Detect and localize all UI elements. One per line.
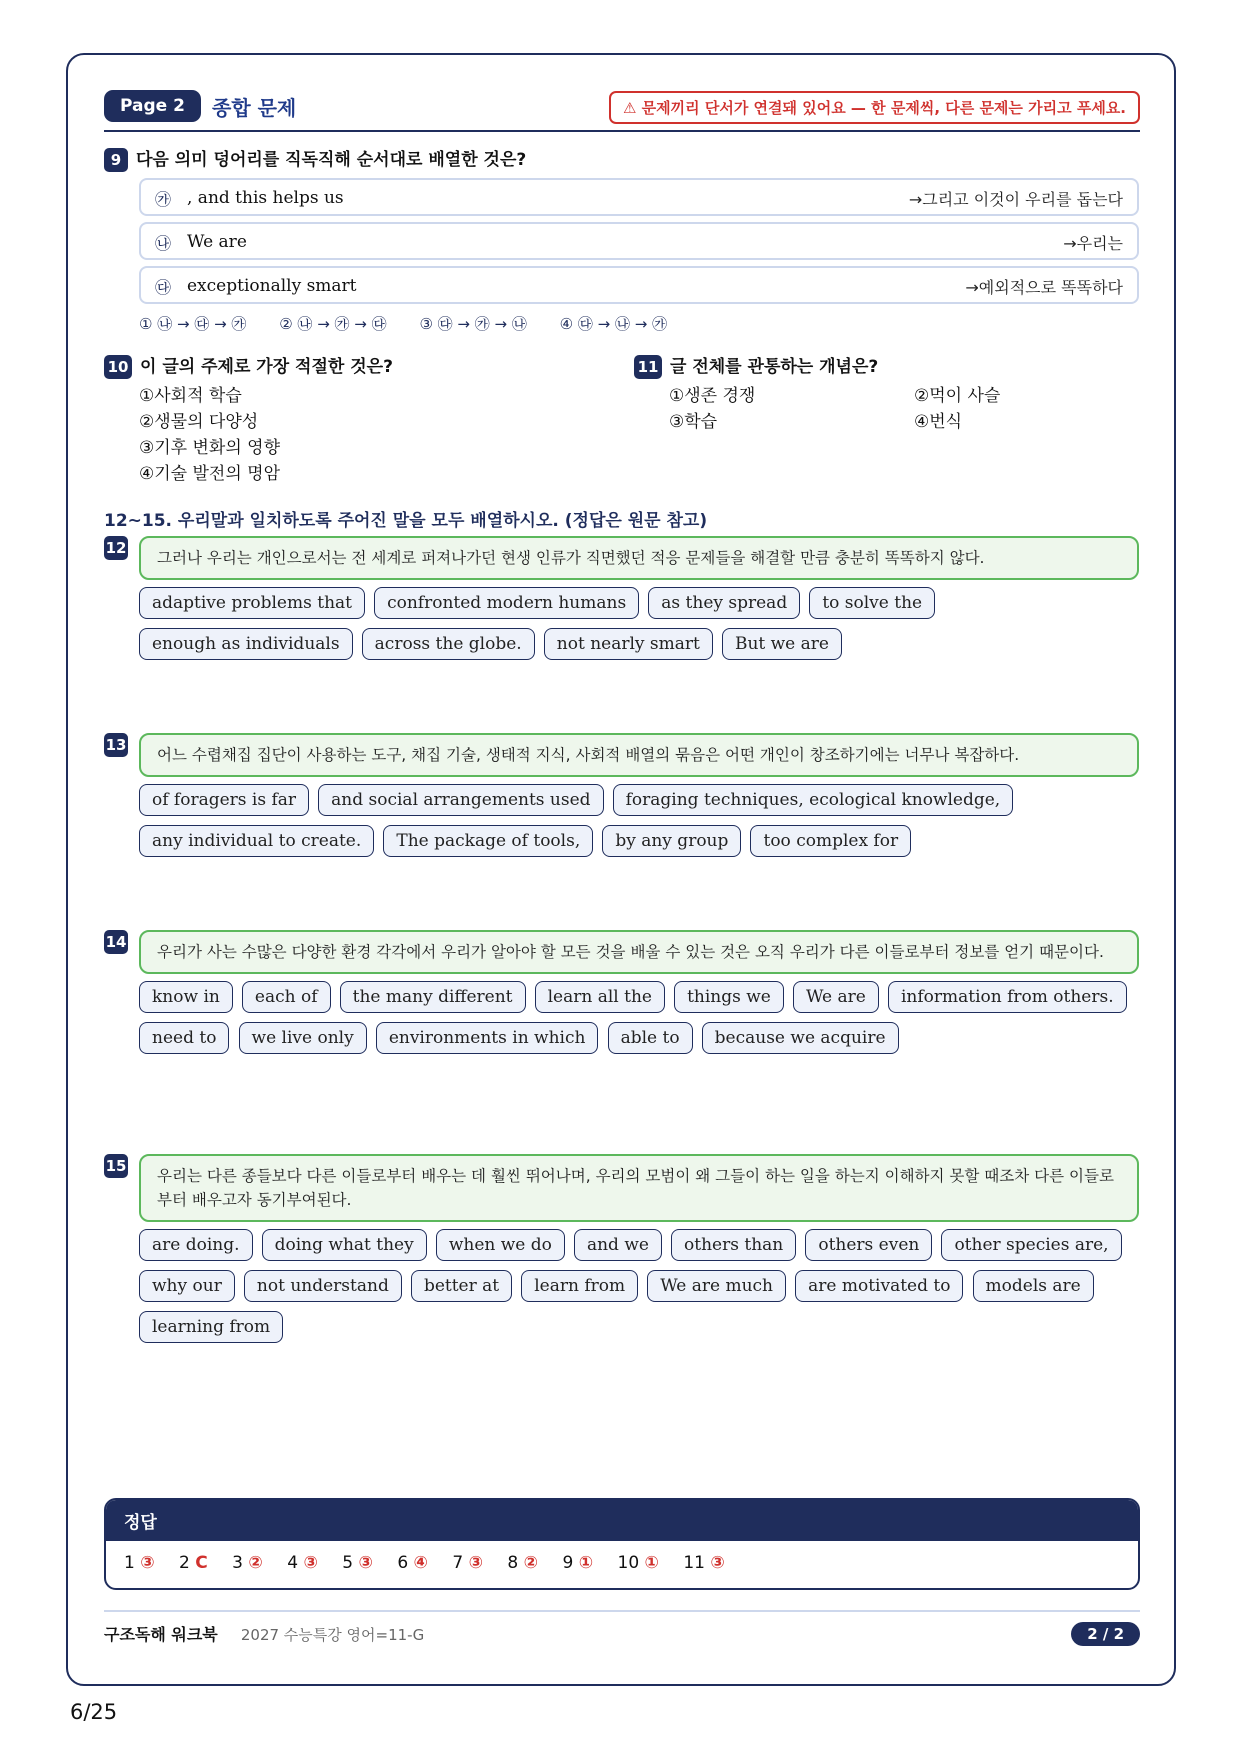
word-chip[interactable]: others even [805,1229,932,1261]
word-chip[interactable]: are doing. [139,1229,253,1261]
document-page-count: 6/25 [70,1700,118,1724]
word-chip[interactable]: each of [242,981,331,1013]
worksheet-page [104,90,1140,1644]
answer-item: 3 ② [232,1553,263,1573]
option[interactable]: ③ ㉰ → ㉮ → ㉯ [419,315,527,333]
answer-key-title: 정답 [106,1500,1138,1541]
word-chip[interactable]: and social arrangements used [318,784,603,816]
word-chip[interactable]: across the globe. [362,628,535,660]
options-grid [669,383,1134,435]
word-chips [139,587,1139,669]
word-chip[interactable]: learn all the [535,981,665,1013]
word-chip[interactable]: any individual to create. [139,825,374,857]
option[interactable]: ①사회적 학습 [139,386,242,406]
option[interactable]: ②먹이 사슬 [914,386,1001,406]
question-number: 12 [104,536,128,560]
option[interactable]: ②생물의 다양성 [139,412,259,432]
page-header [104,90,1140,132]
question-number: 11 [634,355,662,379]
answer-item: 10 ① [617,1553,659,1573]
question-9 [104,145,1140,334]
chunk-mark: ㉰ [155,278,172,297]
answer-list [106,1541,1138,1585]
word-chip[interactable]: as they spread [648,587,800,619]
question-number: 15 [104,1154,128,1178]
word-chips [139,1229,1139,1352]
word-chip[interactable]: But we are [722,628,842,660]
chunk-english: We are [187,232,247,252]
chunk-row [139,222,1139,260]
word-chip[interactable]: we live only [239,1022,367,1054]
answer-key [104,1498,1140,1590]
warning-banner: ⚠ 문제끼리 단서가 연결돼 있어요 — 한 문제씩, 다른 문제는 가리고 푸세요. [609,91,1140,124]
word-chip[interactable]: the many different [340,981,526,1013]
word-chip[interactable]: confronted modern humans [374,587,639,619]
korean-sentence: 우리가 사는 수많은 다양한 환경 각각에서 우리가 알아야 할 모든 것을 배울 수 있는 것은 오직 우리가 다른 이들로부터 정보를 얻기 때문이다. [139,930,1139,974]
footer-subtitle: 2027 수능특강 영어=11-G [240,1626,425,1644]
chunk-korean: →우리는 [1063,234,1123,253]
option[interactable]: ② ㉯ → ㉮ → ㉰ [279,315,387,333]
word-chip[interactable]: not nearly smart [544,628,713,660]
answer-item: 7 ③ [452,1553,483,1573]
korean-sentence: 그러나 우리는 개인으로서는 전 세계로 퍼져나가던 현생 인류가 직면했던 적응 문제들을 해결할 만큼 충분히 똑똑하지 않다. [139,536,1139,580]
question-15 [104,1154,1140,1352]
option[interactable]: ④번식 [914,412,963,432]
word-chip[interactable]: able to [608,1022,693,1054]
word-chip[interactable]: models are [973,1270,1094,1302]
footer-brand: 구조독해 워크북 [104,1625,218,1644]
word-chip[interactable]: enough as individuals [139,628,353,660]
answer-item: 11 ③ [683,1553,725,1573]
chunk-english: exceptionally smart [187,276,357,296]
footer-page-number: 2 / 2 [1071,1622,1140,1646]
question-number: 10 [104,355,132,379]
chunk-korean: →예외적으로 똑똑하다 [965,278,1123,297]
answer-item: 9 ① [562,1553,594,1573]
word-chip[interactable]: We are [793,981,879,1013]
question-11 [634,352,1134,435]
option[interactable]: ③기후 변화의 영향 [139,438,281,458]
word-chip[interactable]: We are much [647,1270,786,1302]
word-chip[interactable]: others than [671,1229,796,1261]
answer-options [139,313,1140,334]
section-title: 종합 문제 [212,96,297,120]
option[interactable]: ①생존 경쟁 [669,386,756,406]
chunk-korean: →그리고 이것이 우리를 돕는다 [908,190,1123,209]
word-chip[interactable]: need to [139,1022,229,1054]
answer-item: 4 ③ [287,1553,318,1573]
word-chip[interactable]: information from others. [888,981,1127,1013]
word-chips [139,981,1139,1063]
option[interactable]: ④기술 발전의 명암 [139,464,281,484]
arrange-instruction: 12~15. 우리말과 일치하도록 주어진 말을 모두 배열하시오. (정답은 원문 참고) [104,511,708,531]
word-chip[interactable]: to solve the [809,587,935,619]
word-chip[interactable]: when we do [436,1229,565,1261]
question-12 [104,536,1140,669]
korean-sentence: 우리는 다른 종들보다 다른 이들로부터 배우는 데 훨씬 뛰어나며, 우리의 모범이 왜 그들이 하는 일을 하는지 이해하지 못할 때조차 다른 이들로부터 배우고자 동기부여된다. [139,1154,1139,1222]
word-chip[interactable]: by any group [602,825,741,857]
chunk-mark: ㉯ [155,234,172,253]
word-chip[interactable]: adaptive problems that [139,587,365,619]
word-chip[interactable]: doing what they [262,1229,427,1261]
answer-item: 5 ③ [342,1553,373,1573]
word-chip[interactable]: other species are, [941,1229,1121,1261]
question-number: 14 [104,930,128,954]
word-chip[interactable]: learn from [521,1270,638,1302]
page-label: Page 2 [104,90,201,122]
question-10 [104,352,604,487]
answer-item: 1 ③ [124,1553,155,1573]
word-chip[interactable]: The package of tools, [383,825,593,857]
question-text: 글 전체를 관통하는 개념은? [670,357,879,377]
option[interactable]: ④ ㉰ → ㉯ → ㉮ [559,315,668,333]
chunk-row [139,178,1139,216]
word-chip[interactable]: learning from [139,1311,283,1343]
word-chip[interactable]: why our [139,1270,235,1302]
word-chip[interactable]: things we [674,981,784,1013]
word-chips [139,784,1139,866]
word-chip[interactable]: because we acquire [702,1022,899,1054]
word-chip[interactable]: foraging techniques, ecological knowledge, [613,784,1014,816]
question-text: 다음 의미 덩어리를 직독직해 순서대로 배열한 것은? [136,150,527,170]
answer-item: 2 C [179,1553,208,1573]
option[interactable]: ① ㉯ → ㉰ → ㉮ [139,315,247,333]
question-13 [104,733,1140,866]
word-chip[interactable]: too complex for [750,825,911,857]
word-chip[interactable]: are motivated to [795,1270,963,1302]
korean-sentence: 어느 수렵채집 집단이 사용하는 도구, 채집 기술, 생태적 지식, 사회적 배열의 묶음은 어떤 개인이 창조하기에는 너무나 복잡하다. [139,733,1139,777]
chunk-english: , and this helps us [187,188,344,208]
word-chip[interactable]: of foragers is far [139,784,309,816]
answer-item: 6 ④ [397,1553,428,1573]
word-chip[interactable]: environments in which [376,1022,599,1054]
question-text: 이 글의 주제로 가장 적절한 것은? [140,357,393,377]
chunk-row [139,266,1139,304]
word-chip[interactable]: know in [139,981,233,1013]
page-footer [104,1610,1140,1645]
chunk-mark: ㉮ [155,190,172,209]
question-number: 9 [104,148,128,172]
option[interactable]: ③학습 [669,412,718,432]
question-number: 13 [104,733,128,757]
question-14 [104,930,1140,1063]
word-chip[interactable]: and we [574,1229,662,1261]
answer-item: 8 ② [507,1553,539,1573]
word-chip[interactable]: not understand [244,1270,402,1302]
word-chip[interactable]: better at [411,1270,512,1302]
